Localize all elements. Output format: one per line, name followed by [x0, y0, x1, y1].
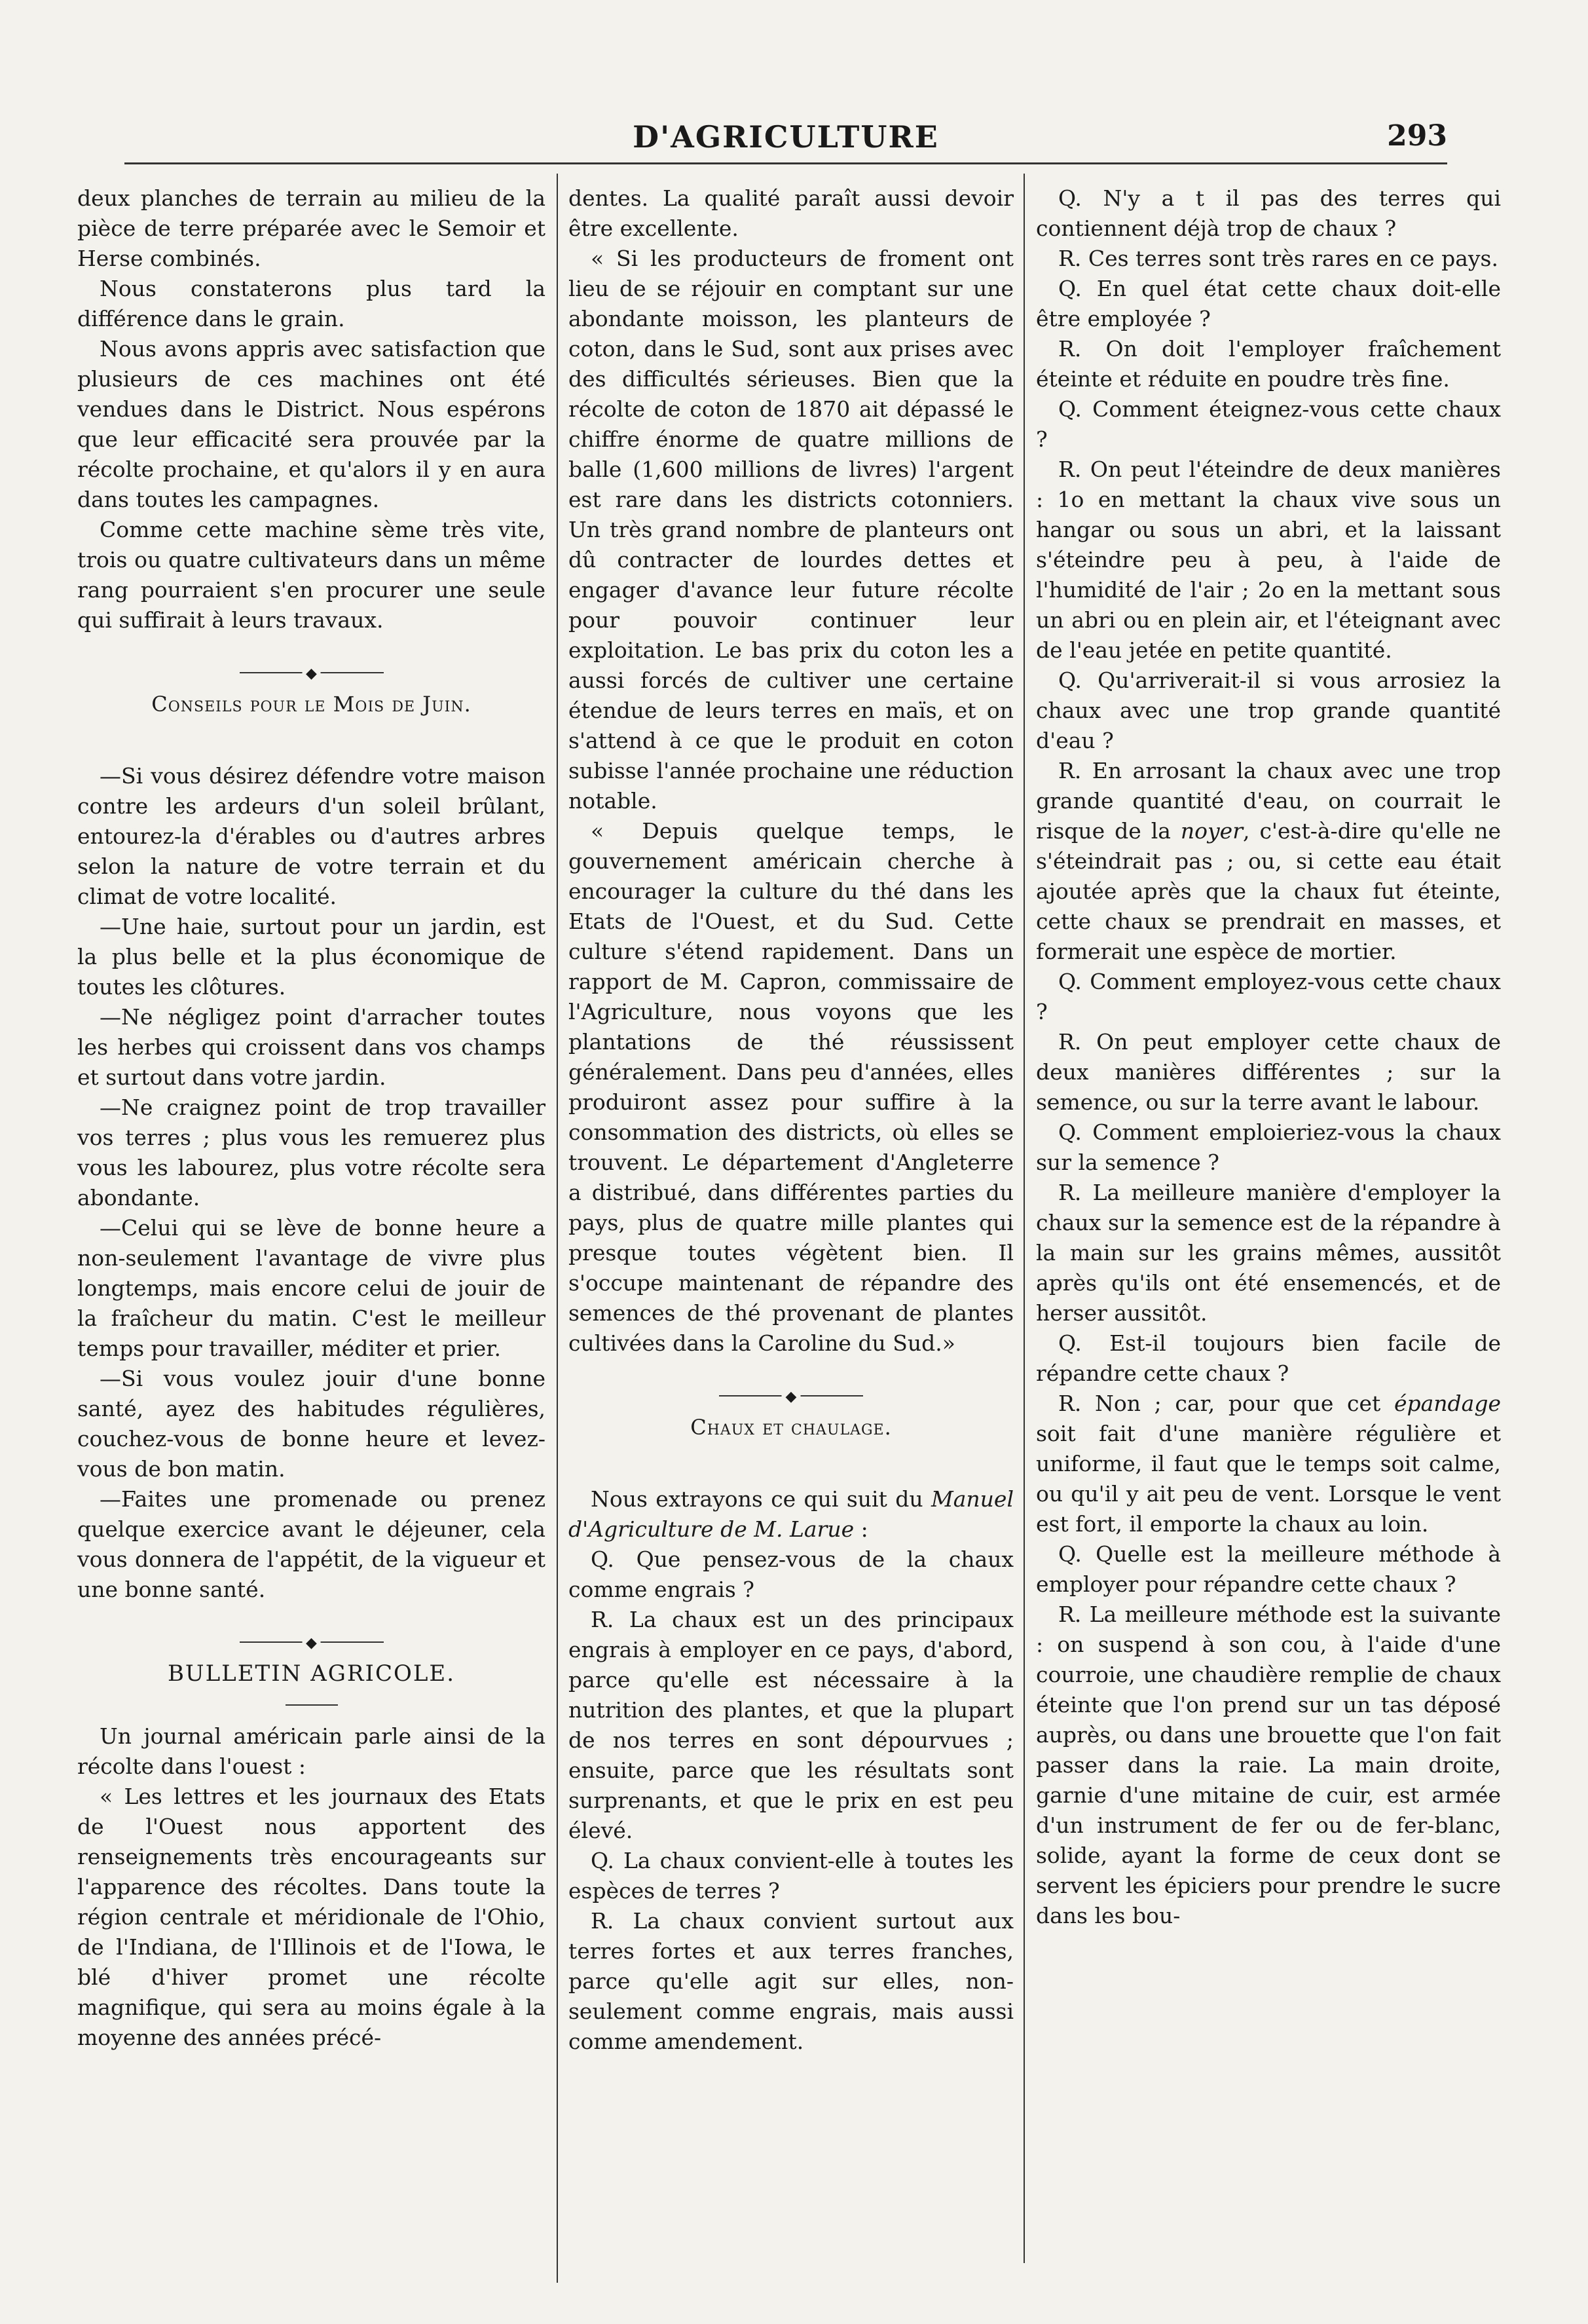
answer: R. La meilleure manière d'employer la chaux sur la semence est de la répandre à la main sur les grains mêmes, aussitôt après qu'ils ont été ensemencés, et de herser aussitôt. — [1036, 1180, 1501, 1326]
question: Q. Comment emploieriez-vous la chaux sur la semence ? — [1036, 1119, 1501, 1175]
paragraph: dentes. La qualité paraît aussi devoir être excellente. — [568, 185, 1014, 241]
emphasis: noyer — [1180, 818, 1243, 844]
question: Q. Quelle est la meilleure méthode à employer pour répandre cette chaux ? — [1036, 1541, 1501, 1597]
book-title: Manuel d'Agriculture de M. Larue — [568, 1486, 1014, 1542]
answer: R. On peut employer cette chaux de deux manières différentes ; sur la semence, ou sur la terre avant le labour. — [1036, 1029, 1501, 1115]
paragraph: —Une haie, surtout pour un jardin, est la plus belle et la plus économique de toutes les clôtures. — [77, 914, 545, 1000]
emphasis: épandage — [1394, 1391, 1501, 1416]
paragraph: « Depuis quelque temps, le gouvernement américain cherche à encourager la culture du thé dans les Etats de l'Ouest, et du Sud. Cette culture s'étend rapidement. Dans un rapport de M. Capron, commissaire de l'Agriculture, nous voyons que les plantations de thé réussissent généralement. Dans peu d'années, elles produiront assez pour suffire à la consommation des districts, où elles se trouvent. Le département d'Angleterre a distribué, dans différentes parties du pays, plus de quatre mille plantes qui presque toutes végètent bien. Il s'occupe maintenant de répandre des semences de thé provenant de plantes cultivées dans la Caroline du Sud.» — [568, 818, 1014, 1356]
text-run: , c'est-à-dire qu'elle ne s'éteindrait pas ; ou, si cette eau était ajoutée après que la chaux fut éteinte, cette chaux se prendrait en masses, et formerait une espèce de mortier. — [1036, 818, 1501, 964]
paragraph: —Ne craignez point de trop travailler vos terres ; plus vous les remuerez plus vous les labourez, plus votre récolte sera abondante. — [77, 1095, 545, 1210]
page-number: 293 — [1387, 119, 1447, 153]
text-run: R. Non ; car, pour que cet — [1058, 1391, 1394, 1416]
question: Q. N'y a t il pas des terres qui contiennent déjà trop de chaux ? — [1036, 185, 1501, 241]
header-rule — [124, 162, 1447, 164]
answer: R. Ces terres sont très rares en ce pays. — [1058, 246, 1498, 271]
text-run: soit fait d'une manière régulière et uniforme, il faut que le temps soit calme, ou qu'il y ait peu de vent. Lorsque le vent est fort, il emporte la chaux au loin. — [1036, 1421, 1501, 1537]
paragraph: —Ne négligez point d'arracher toutes les herbes qui croissent dans vos champs et surtout dans votre jardin. — [77, 1004, 545, 1090]
question: Q. Que pensez-vous de la chaux comme engrais ? — [568, 1546, 1014, 1602]
answer: R. La meilleure méthode est la suivante : on suspend à son cou, à l'aide d'une courroie, une chaudière remplie de chaux éteinte que l'on prend sur un tas déposé auprès, ou dans une brouette que l'on fait passer dans la raie. La main droite, garnie d'une mitaine de cuir, est armée d'un instrument de fer ou de fer-blanc, solide, ayant la forme de ceux dont se servent les épiciers pour prendre le sucre dans les bou- — [1036, 1602, 1501, 1928]
paragraph: —Faites une promenade ou prenez quelque exercice avant le déjeuner, cela vous donnera de l'appétit, de la vigueur et une bonne santé. — [77, 1486, 545, 1602]
column-1 — [77, 183, 545, 2053]
answer — [1036, 1389, 1501, 1539]
paragraph: Un journal américain parle ainsi de la récolte dans l'ouest : — [77, 1723, 545, 1779]
question: Q. En quel état cette chaux doit-elle être employée ? — [1036, 276, 1501, 331]
column-divider — [557, 174, 558, 2283]
page-header — [124, 105, 1447, 157]
running-title: D'AGRICULTURE — [633, 119, 939, 155]
column-divider — [1024, 174, 1025, 2263]
paragraph: « Les lettres et les journaux des Etats de l'Ouest nous apportent des renseignements très encourageants sur l'apparence des récoltes. Dans toute la région centrale et méridionale de l'Ohio, de l'Indiana, de l'Illinois et de l'Iowa, le blé d'hiver promet une récolte magnifique, qui sera au moins égale à la moyenne des années précé- — [77, 1784, 545, 2050]
paragraph: « Si les producteurs de froment ont lieu de se réjouir en comptant sur une abondante moisson, les planteurs de coton, dans le Sud, sont aux prises avec des difficultés sérieuses. Bien que la récolte de coton de 1870 ait dépassé le chiffre énorme de quatre millions de balle (1,600 millions de livres) l'argent est rare dans les districts cotonniers. Un très grand nombre de planteurs ont dû contracter de lourdes dettes et engager d'avance leur future récolte pour pouvoir continuer leur exploitation. Le bas prix du coton les a aussi forcés de cultiver une certaine étendue de leurs terres en maïs, et on s'attend à ce que le produit en coton subisse l'année prochaine une réduction notable. — [568, 246, 1014, 814]
paragraph: —Si vous désirez défendre votre maison contre les ardeurs d'un soleil brûlant, entourez-la d'érables ou d'autres arbres selon la nature de votre terrain et du climat de votre localité. — [77, 763, 545, 909]
answer: R. La chaux est un des principaux engrais à employer en ce pays, d'abord, parce qu'elle est nécessaire à la nutrition des plantes, et que la plupart de nos terres en sont dépourvues ; ensuite, parce que les résultats sont surprenants, et que le prix en est peu élevé. — [568, 1607, 1014, 1843]
answer: R. On peut l'éteindre de deux manières : 1o en mettant la chaux vive sous un hangar ou sous un abri, et la laissant s'éteindre peu à peu, à l'aide de l'humidité de l'air ; 2o en la mettant sous un abri ou en plein air, et l'éteignant avec de l'eau jetée en petite quantité. — [1036, 457, 1501, 663]
paragraph: deux planches de terrain au milieu de la pièce de terre préparée avec le Semoir et Herse combinés. — [77, 185, 545, 271]
column-2 — [568, 183, 1014, 2057]
paragraph: Nous avons appris avec satisfaction que plusieurs de ces machines ont été vendues dans le District. Nous espérons que leur efficacité sera prouvée par la récolte prochaine, et qu'alors il y en aura dans toutes les campagnes. — [77, 336, 545, 512]
answer: R. On doit l'employer fraîchement éteinte et réduite en poudre très fine. — [1036, 336, 1501, 392]
paragraph: —Si vous voulez jouir d'une bonne santé, ayez des habitudes régulières, couchez-vous de bonne heure et levez-vous de bon matin. — [77, 1366, 545, 1482]
section-ornament — [240, 668, 384, 677]
column-3 — [1036, 183, 1501, 1931]
paragraph: Nous constaterons plus tard la différence dans le grain. — [77, 276, 545, 331]
question: Q. Comment employez-vous cette chaux ? — [1036, 969, 1501, 1024]
section-title-conseils: Conseils pour le Mois de Juin. — [151, 692, 471, 717]
section-ornament — [719, 1391, 863, 1400]
question: Q. La chaux convient-elle à toutes les espèces de terres ? — [568, 1848, 1014, 1903]
answer — [1036, 756, 1501, 967]
text-run: Nous extrayons ce qui suit du — [591, 1486, 931, 1512]
text-run: : — [854, 1516, 868, 1542]
short-rule — [286, 1704, 338, 1706]
text-run: R. En arrosant la chaux avec une trop grande quantité d'eau, on courrait le risque de la — [1036, 758, 1501, 844]
paragraph: —Celui qui se lève de bonne heure a non-seulement l'avantage de vivre plus longtemps, mais encore celui de jouir de la fraîcheur du matin. C'est le meilleur temps pour travailler, méditer et prier. — [77, 1215, 545, 1361]
section-title-bulletin: BULLETIN AGRICOLE. — [167, 1660, 456, 1687]
question: Q. Est-il toujours bien facile de répandre cette chaux ? — [1036, 1330, 1501, 1386]
section-ornament — [240, 1638, 384, 1647]
paragraph: Comme cette machine sème très vite, trois ou quatre cultivateurs dans un même rang pourraient s'en procurer une seule qui suffirait à leurs travaux. — [77, 517, 545, 633]
question: Q. Comment éteignez-vous cette chaux ? — [1036, 396, 1501, 452]
section-title-chaux: Chaux et chaulage. — [690, 1415, 892, 1440]
answer: R. La chaux convient surtout aux terres fortes et aux terres franches, parce qu'elle agit sur elles, non-seulement comme engrais, mais aussi comme amendement. — [568, 1908, 1014, 2054]
paragraph — [568, 1484, 1014, 1545]
question: Q. Qu'arriverait-il si vous arrosiez la chaux avec une trop grande quantité d'eau ? — [1036, 667, 1501, 753]
